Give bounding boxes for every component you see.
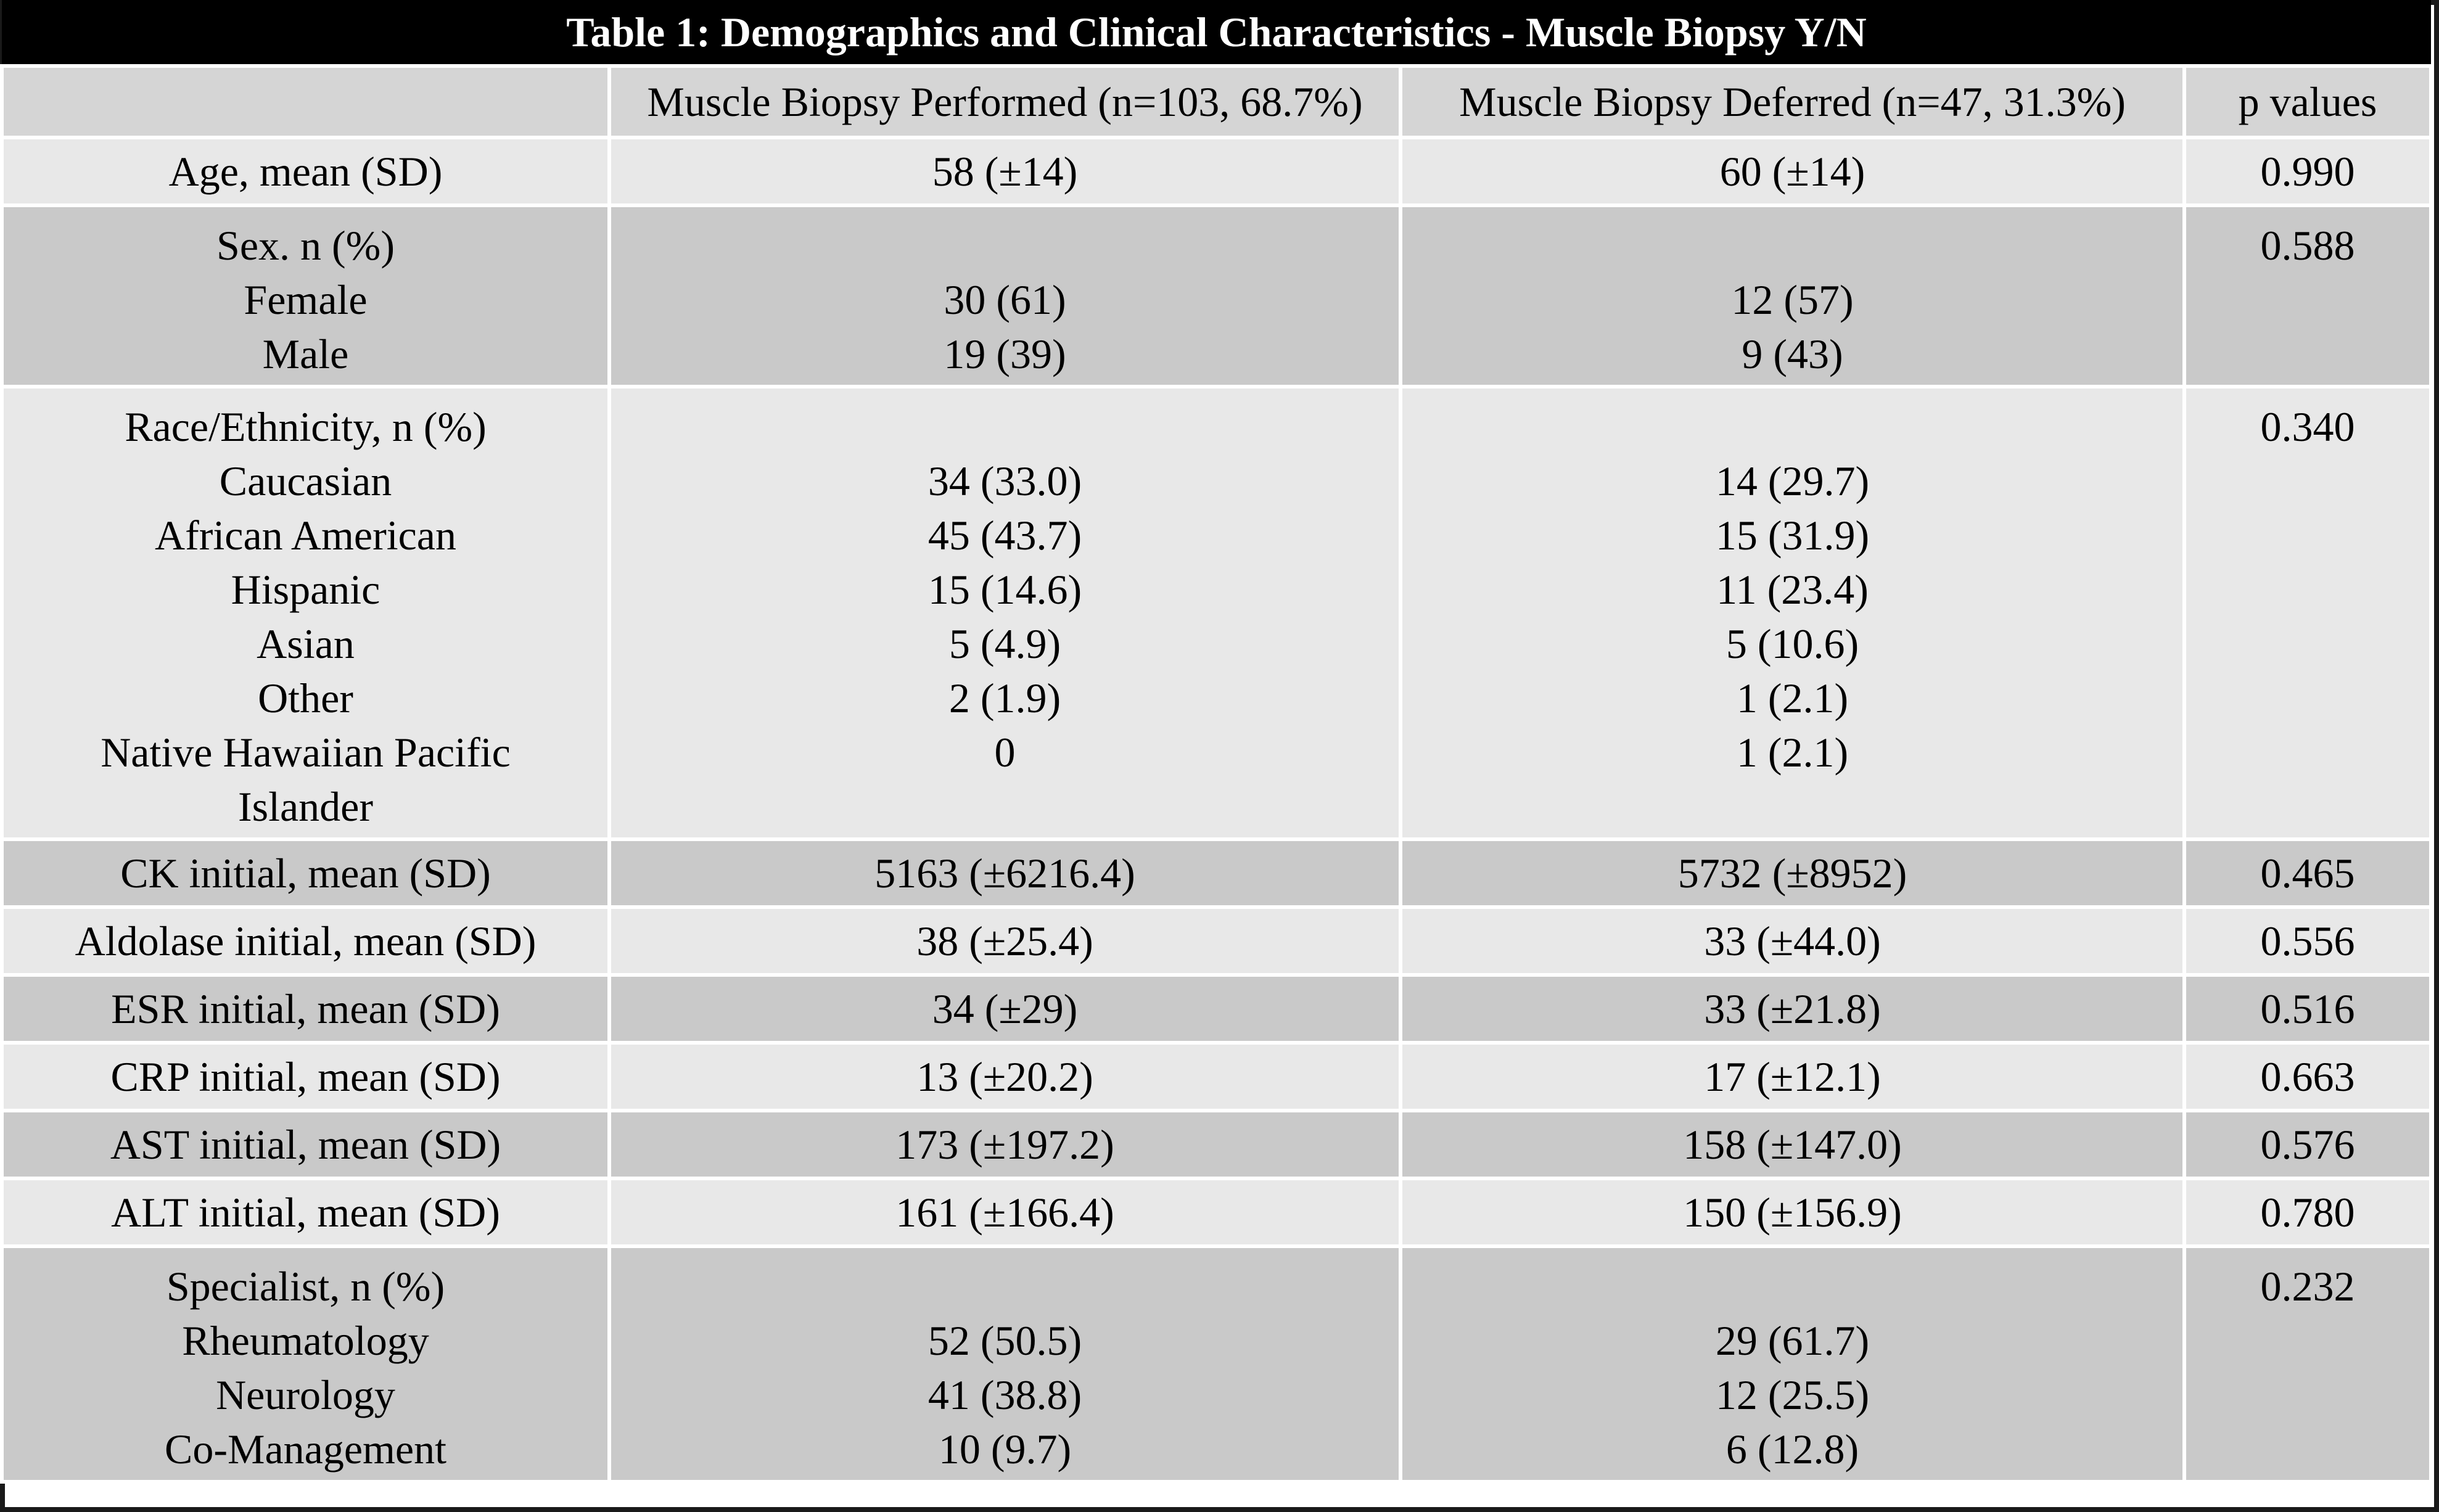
- p-value: 0.340: [2260, 403, 2355, 450]
- deferred-cell: 60 (±14): [1400, 138, 2184, 205]
- deferred-cell-group: [1400, 205, 2184, 387]
- deferred-value: 1 (2.1): [1736, 729, 1849, 776]
- group-label: Race/Ethnicity, n (%): [125, 403, 487, 450]
- performed-value: 52 (50.5): [927, 1317, 1082, 1364]
- row-label-group: [2, 387, 609, 839]
- deferred-value: 14 (29.7): [1715, 458, 1870, 504]
- header-blank: [2, 66, 609, 138]
- deferred-cell-group: [1400, 387, 2184, 839]
- p-value-cell: 0.516: [2184, 975, 2431, 1043]
- item-label: Rheumatology: [182, 1317, 429, 1364]
- deferred-value: 15 (31.9): [1715, 512, 1870, 559]
- table-row-ck: [2, 839, 2431, 907]
- performed-value: 5 (4.9): [948, 620, 1061, 667]
- performed-value: 19 (39): [944, 331, 1066, 377]
- performed-cell: 58 (±14): [609, 138, 1400, 205]
- performed-cell-group: [609, 1246, 1400, 1482]
- row-label: ESR initial, mean (SD): [2, 975, 609, 1043]
- row-label: Age, mean (SD): [2, 138, 609, 205]
- performed-value: 15 (14.6): [927, 566, 1082, 613]
- table-row-ast: [2, 1111, 2431, 1178]
- performed-value: 2 (1.9): [948, 675, 1061, 721]
- p-value: 0.588: [2260, 222, 2355, 269]
- table-row-alt: [2, 1178, 2431, 1246]
- performed-value: 34 (33.0): [927, 458, 1082, 504]
- row-label: Aldolase initial, mean (SD): [2, 907, 609, 975]
- table-row-specialist: [2, 1246, 2431, 1482]
- deferred-value: 9 (43): [1742, 331, 1843, 377]
- p-value-cell: 0.465: [2184, 839, 2431, 907]
- deferred-cell: 5732 (±8952): [1400, 839, 2184, 907]
- row-label: CK initial, mean (SD): [2, 839, 609, 907]
- header-p-values: p values: [2184, 66, 2431, 138]
- performed-value: 30 (61): [944, 276, 1066, 323]
- deferred-value: 12 (25.5): [1715, 1371, 1870, 1418]
- p-value-cell: 0.556: [2184, 907, 2431, 975]
- group-label: Sex. n (%): [216, 222, 395, 269]
- performed-cell: 161 (±166.4): [609, 1178, 1400, 1246]
- header-deferred: Muscle Biopsy Deferred (n=47, 31.3%): [1400, 66, 2184, 138]
- row-label: AST initial, mean (SD): [2, 1111, 609, 1178]
- item-label: Other: [258, 675, 353, 721]
- title-row: [2, 0, 2431, 66]
- deferred-cell: 158 (±147.0): [1400, 1111, 2184, 1178]
- row-label-group: [2, 205, 609, 387]
- p-value-cell: [2184, 1246, 2431, 1482]
- item-label: Male: [262, 331, 349, 377]
- performed-cell: 34 (±29): [609, 975, 1400, 1043]
- table-row-race: [2, 387, 2431, 839]
- row-label: ALT initial, mean (SD): [2, 1178, 609, 1246]
- performed-cell: 38 (±25.4): [609, 907, 1400, 975]
- deferred-value: 5 (10.6): [1725, 620, 1859, 667]
- p-value-cell: 0.663: [2184, 1043, 2431, 1111]
- deferred-cell: 33 (±44.0): [1400, 907, 2184, 975]
- group-label: Specialist, n (%): [166, 1263, 445, 1310]
- deferred-cell-group: [1400, 1246, 2184, 1482]
- deferred-cell: 150 (±156.9): [1400, 1178, 2184, 1246]
- performed-value: 10 (9.7): [938, 1426, 1072, 1473]
- deferred-value: 6 (12.8): [1725, 1426, 1859, 1473]
- deferred-value: 12 (57): [1731, 276, 1854, 323]
- performed-value: 41 (38.8): [927, 1371, 1082, 1418]
- item-label: Hispanic: [231, 566, 380, 613]
- performed-value: 0: [994, 729, 1016, 776]
- deferred-value: 29 (61.7): [1715, 1317, 1870, 1364]
- p-value-cell: [2184, 205, 2431, 387]
- item-label: Asian: [257, 620, 355, 667]
- performed-value: 45 (43.7): [927, 512, 1082, 559]
- performed-cell-group: [609, 205, 1400, 387]
- table-row-esr: [2, 975, 2431, 1043]
- performed-cell: 173 (±197.2): [609, 1111, 1400, 1178]
- table-row-sex: [2, 205, 2431, 387]
- p-value-cell: [2184, 387, 2431, 839]
- item-label: Native Hawaiian Pacific: [101, 729, 511, 776]
- item-label: Islander: [237, 783, 373, 830]
- table-row-aldolase: [2, 907, 2431, 975]
- header-performed: Muscle Biopsy Performed (n=103, 68.7%): [609, 66, 1400, 138]
- p-value-cell: 0.576: [2184, 1111, 2431, 1178]
- performed-cell: 13 (±20.2): [609, 1043, 1400, 1111]
- deferred-value: 11 (23.4): [1716, 566, 1869, 613]
- item-label: Caucasian: [219, 458, 392, 504]
- deferred-cell: 33 (±21.8): [1400, 975, 2184, 1043]
- item-label: African American: [155, 512, 456, 559]
- p-value-cell: 0.780: [2184, 1178, 2431, 1246]
- row-label-group: [2, 1246, 609, 1482]
- header-row: [2, 66, 2431, 138]
- deferred-cell: 17 (±12.1): [1400, 1043, 2184, 1111]
- item-label: Co-Management: [165, 1426, 446, 1473]
- p-value: 0.232: [2260, 1263, 2355, 1310]
- table-row-crp: [2, 1043, 2431, 1111]
- p-value-cell: 0.990: [2184, 138, 2431, 205]
- item-label: Neurology: [216, 1371, 395, 1418]
- row-label: CRP initial, mean (SD): [2, 1043, 609, 1111]
- item-label: Female: [244, 276, 368, 323]
- performed-cell-group: [609, 387, 1400, 839]
- performed-cell: 5163 (±6216.4): [609, 839, 1400, 907]
- table-row-age: [2, 138, 2431, 205]
- table-title: Table 1: Demographics and Clinical Characteristics - Muscle Biopsy Y/N: [2, 0, 2431, 66]
- deferred-value: 1 (2.1): [1736, 675, 1849, 721]
